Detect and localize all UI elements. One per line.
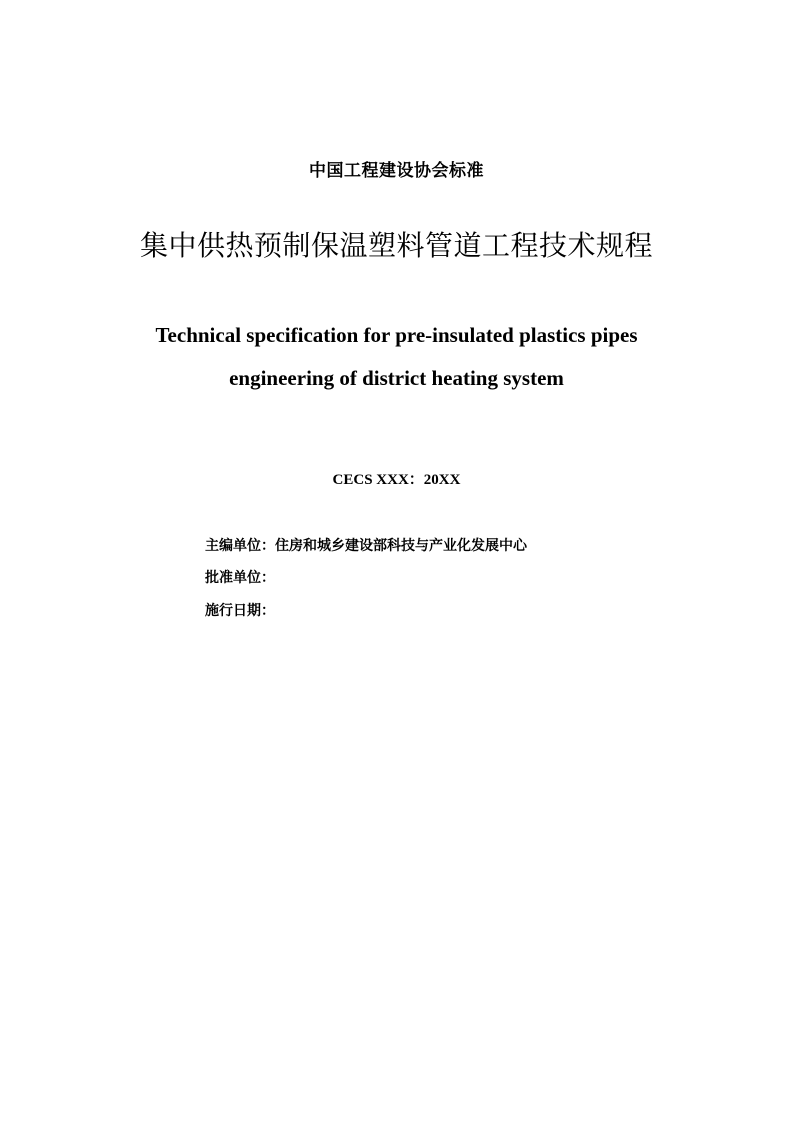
english-title-line-2: engineering of district heating system <box>229 366 564 390</box>
editor-unit-label: 主编单位： <box>205 538 275 554</box>
editor-unit-row <box>205 535 765 557</box>
effective-date-label: 施行日期： <box>205 603 275 619</box>
standard-code: CECS XXX：20XX <box>332 472 461 488</box>
chinese-title: 集中供热预制保温塑料管道工程技术规程 <box>139 229 653 262</box>
standard-organization-heading: 中国工程建设协会标准 <box>309 161 484 181</box>
effective-date-row <box>205 600 765 622</box>
approval-unit-row <box>205 567 765 589</box>
english-title-line-1: Technical specification for pre-insulated plastics pipes <box>155 323 638 347</box>
editor-unit-value: 住房和城乡建设部科技与产业化发展中心 <box>275 538 527 554</box>
approval-unit-label: 批准单位： <box>205 570 275 586</box>
